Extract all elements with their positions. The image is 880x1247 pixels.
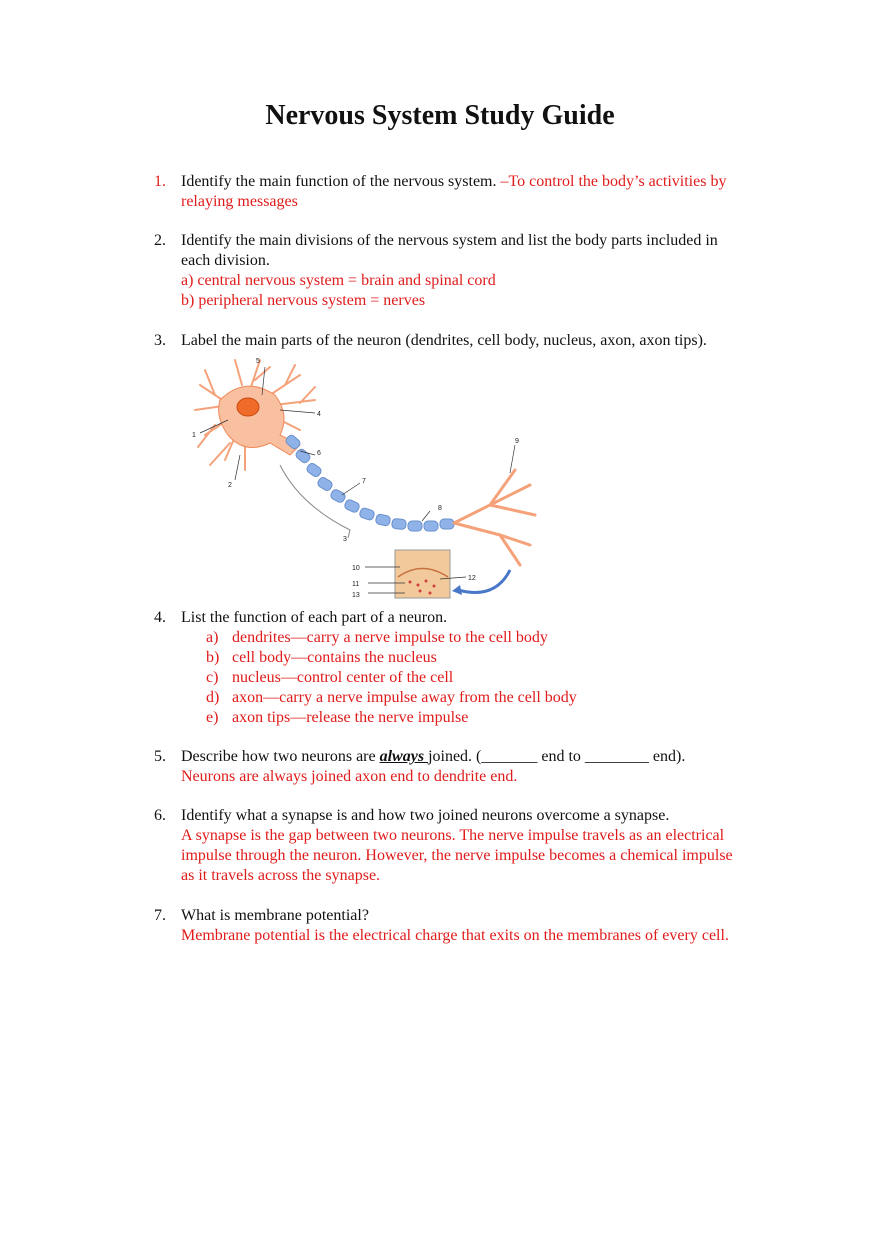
question-number: 5. — [154, 748, 166, 765]
answer-text: –To control the body’s activities by relaying messages — [181, 173, 727, 210]
question-prompt: What is membrane potential? — [181, 907, 369, 924]
diagram-label: 2 — [228, 482, 232, 489]
question-number: 1. — [154, 173, 166, 190]
diagram-label: 6 — [317, 450, 321, 457]
diagram-label: 13 — [352, 592, 360, 599]
question-4 — [154, 608, 774, 728]
list-item-label: d) — [206, 689, 220, 706]
diagram-label: 5 — [256, 358, 260, 365]
question-7 — [154, 906, 774, 946]
question-prompt — [181, 747, 774, 767]
question-3 — [154, 331, 774, 351]
diagram-label: 10 — [352, 565, 360, 572]
diagram-label: 11 — [352, 581, 360, 588]
myelin-sheath — [284, 434, 454, 531]
list-item-text: nucleus—control center of the cell — [232, 669, 454, 686]
synapse-arrow — [458, 570, 510, 593]
prompt-text: Describe how two neurons are — [181, 748, 380, 765]
question-number: 2. — [154, 232, 166, 249]
question-2 — [154, 231, 774, 311]
list-item — [206, 708, 774, 728]
diagram-label: 9 — [515, 438, 519, 445]
list-item-text: dendrites—carry a nerve impulse to the cell body — [232, 629, 548, 646]
answer-text: Membrane potential is the electrical charge that exits on the membranes of every cell. — [181, 927, 729, 944]
list-item — [206, 648, 774, 668]
list-item-label: a) — [206, 629, 219, 646]
question-number: 3. — [154, 332, 166, 349]
diagram-label: 3 — [343, 536, 347, 543]
list-item — [206, 628, 774, 648]
diagram-label: 12 — [468, 575, 476, 582]
answer-line: b) peripheral nervous system = nerves — [181, 292, 426, 309]
question-1 — [154, 172, 774, 212]
diagram-label: 1 — [192, 432, 196, 439]
axon-tips — [454, 470, 535, 565]
list-item-label: b) — [206, 649, 220, 666]
neuron-diagram — [190, 355, 540, 600]
question-5 — [154, 747, 774, 787]
question-number: 7. — [154, 907, 166, 924]
question-prompt: Identify the main function of the nervous system. — [181, 173, 497, 190]
question-6 — [154, 806, 774, 886]
prompt-text: joined. (_______ end to ________ end). — [428, 748, 686, 765]
question-number: 6. — [154, 807, 166, 824]
list-item-text: axon—carry a nerve impulse away from the cell body — [232, 689, 577, 706]
list-item-label: c) — [206, 669, 219, 686]
list-item — [206, 668, 774, 688]
question-prompt: List the function of each part of a neuron. — [181, 609, 448, 626]
diagram-label: 4 — [317, 411, 321, 418]
answer-text: Neurons are always joined axon end to dendrite end. — [181, 768, 518, 785]
list-item-label: e) — [206, 709, 219, 726]
question-prompt: Identify the main divisions of the nervous system and list the body parts included in each division. — [181, 232, 718, 269]
list-item-text: axon tips—release the nerve impulse — [232, 709, 469, 726]
emphasized-word: always — [379, 748, 429, 765]
answer-text: A synapse is the gap between two neurons. The nerve impulse travels as an electrical impulse through the neuron. However, the nerve impulse becomes a chemical impulse as it travels across the synapse. — [181, 827, 733, 884]
answer-line: a) central nervous system = brain and spinal cord — [181, 272, 496, 289]
question-prompt: Identify what a synapse is and how two joined neurons overcome a synapse. — [181, 807, 670, 824]
question-prompt: Label the main parts of the neuron (dendrites, cell body, nucleus, axon, axon tips). — [181, 332, 707, 349]
list-item — [206, 688, 774, 708]
list-item-text: cell body—contains the nucleus — [232, 649, 437, 666]
diagram-label: 8 — [438, 505, 442, 512]
page-title: Nervous System Study Guide — [265, 100, 615, 131]
nucleus — [237, 398, 259, 416]
question-number: 4. — [154, 609, 166, 626]
diagram-label: 7 — [362, 478, 366, 485]
neuron-illustration — [190, 355, 540, 600]
